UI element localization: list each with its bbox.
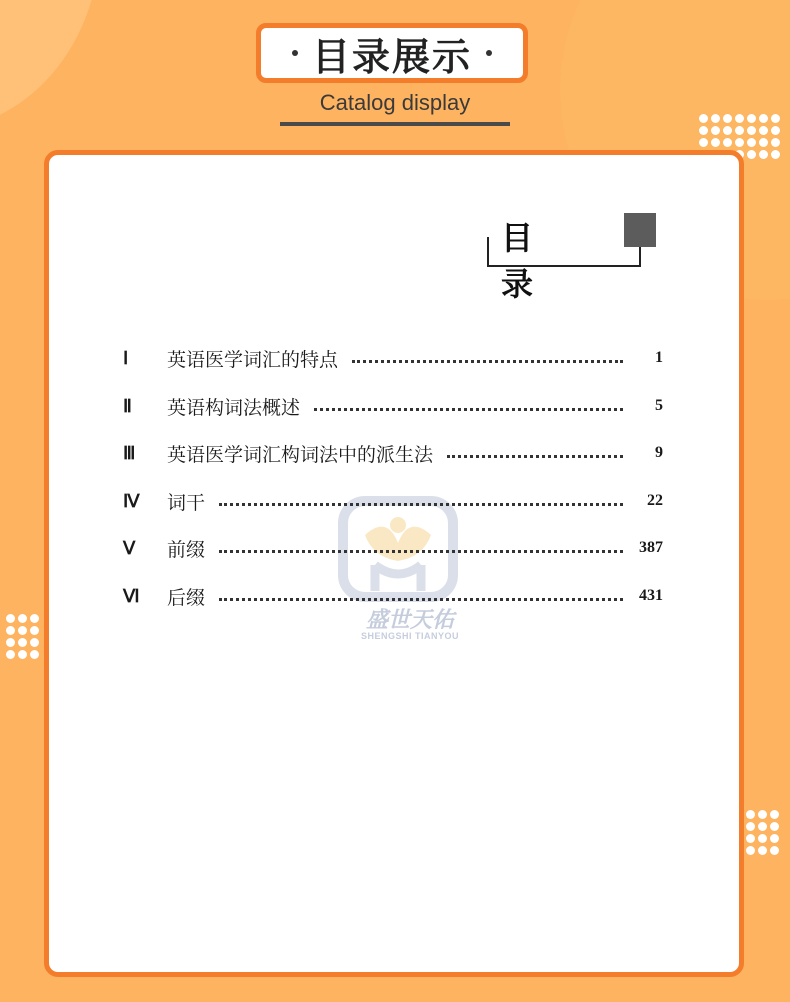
toc-entry-page: 1 [655, 349, 663, 366]
toc-entry-title: 英语医学词汇的特点 [167, 348, 339, 371]
toc-entry [123, 438, 663, 468]
toc-entry-page: 5 [655, 397, 663, 414]
toc-entry-number: Ⅴ [123, 537, 136, 558]
decorative-dots-left [6, 614, 39, 659]
toc-entry-number: Ⅵ [123, 585, 140, 606]
watermark-brand-en: SHENGSHI TIANYOU [360, 631, 459, 641]
toc-heading [501, 213, 641, 303]
toc-entry-number: Ⅲ [123, 442, 136, 463]
toc-heading-text: 目 录 [501, 219, 564, 303]
toc-entry-number: Ⅱ [123, 395, 132, 416]
toc-entry-title: 后缀 [167, 586, 206, 609]
title-dot-left [292, 50, 298, 56]
toc-entry-number: Ⅰ [123, 347, 129, 368]
watermark-brand: 盛世天佑 [365, 608, 454, 633]
toc-dot-leader [219, 598, 623, 601]
catalog-page [44, 150, 744, 977]
toc-entry-page: 431 [639, 587, 663, 604]
header-subtitle: Catalog display [319, 90, 471, 115]
toc-dot-leader [314, 408, 623, 411]
toc-dot-leader [447, 455, 623, 458]
toc-entry-title: 前缀 [167, 538, 206, 561]
toc-entry [123, 486, 663, 516]
toc-entry-page: 22 [647, 492, 663, 509]
toc-entry-page: 387 [639, 539, 663, 556]
toc-dot-leader [219, 503, 623, 506]
toc-entry [123, 391, 663, 421]
toc-entry-title: 英语构词法概述 [167, 396, 301, 419]
toc-entry-page: 9 [655, 444, 663, 461]
background-curve [0, 0, 100, 130]
toc-dot-leader [352, 360, 623, 363]
toc-entry [123, 343, 663, 373]
header-title: 目录展示 [311, 34, 472, 79]
header-title-box [256, 23, 528, 83]
subtitle-underline [280, 122, 510, 126]
toc-entry [123, 581, 663, 611]
toc-dot-leader [219, 550, 623, 553]
toc-entry [123, 533, 663, 563]
toc-entry-title: 英语医学词汇构词法中的派生法 [167, 443, 434, 466]
toc-entry-title: 词干 [167, 491, 206, 514]
decorative-dots-bottom-right [746, 810, 779, 855]
title-dot-right [486, 50, 492, 56]
toc-entry-number: Ⅳ [123, 490, 140, 511]
